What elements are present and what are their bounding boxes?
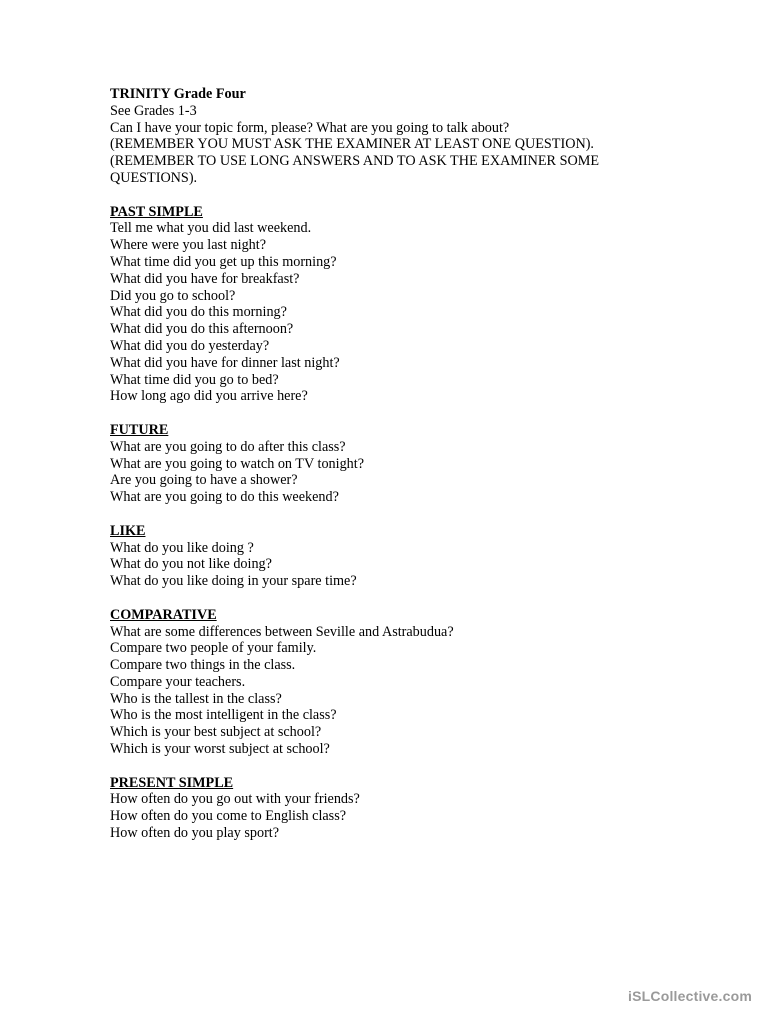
section-like	[110, 523, 670, 590]
question-item: What are some differences between Seville and Astrabudua?	[110, 623, 454, 640]
section-heading: PAST SIMPLE	[110, 203, 203, 220]
section-future	[110, 422, 670, 506]
question-item: What do you like doing ?	[110, 539, 254, 556]
question-item: Who is the most intelligent in the class?	[110, 707, 337, 724]
question-item: What did you have for dinner last night?	[110, 354, 340, 371]
question-item: What did you do yesterday?	[110, 337, 270, 354]
question-item: Which is your best subject at school?	[110, 724, 322, 741]
question-item: How often do you come to English class?	[110, 808, 347, 825]
question-item: What do you not like doing?	[110, 556, 272, 573]
question-item: How often do you go out with your friends?	[110, 791, 360, 808]
question-item: Tell me what you did last weekend.	[110, 220, 312, 237]
section-present-simple	[110, 775, 670, 842]
intro-line: See Grades 1-3	[110, 102, 197, 119]
intro-line: QUESTIONS).	[110, 169, 198, 186]
question-item: What do you like doing in your spare time?	[110, 573, 357, 590]
question-item: What time did you get up this morning?	[110, 253, 337, 270]
intro-line: (REMEMBER TO USE LONG ANSWERS AND TO ASK THE EXAMINER SOME	[110, 153, 599, 170]
section-heading: PRESENT SIMPLE	[110, 774, 234, 791]
question-item: How long ago did you arrive here?	[110, 388, 308, 405]
question-item: What are you going to watch on TV tonight?	[110, 455, 365, 472]
question-item: Who is the tallest in the class?	[110, 690, 282, 707]
section-heading: LIKE	[110, 522, 146, 539]
watermark: iSLCollective.com	[628, 988, 752, 1004]
section-past-simple	[110, 204, 670, 406]
question-item: Compare two things in the class.	[110, 657, 296, 674]
document-body	[110, 86, 670, 842]
question-item: What are you going to do this weekend?	[110, 489, 339, 506]
section-comparative	[110, 607, 670, 758]
question-item: What time did you go to bed?	[110, 371, 279, 388]
question-item: What are you going to do after this class?	[110, 438, 346, 455]
section-heading: FUTURE	[110, 421, 169, 438]
section-heading: COMPARATIVE	[110, 606, 217, 623]
question-item: Compare two people of your family.	[110, 640, 317, 657]
question-item: Where were you last night?	[110, 237, 267, 254]
question-item: How often do you play sport?	[110, 825, 280, 842]
question-item: Compare your teachers.	[110, 673, 246, 690]
question-item: Did you go to school?	[110, 287, 236, 304]
question-item: What did you do this afternoon?	[110, 321, 294, 338]
intro-line: (REMEMBER YOU MUST ASK THE EXAMINER AT LEAST ONE QUESTION).	[110, 136, 594, 153]
question-item: Which is your worst subject at school?	[110, 741, 330, 758]
question-item: Are you going to have a shower?	[110, 472, 298, 489]
intro-line: Can I have your topic form, please? What are you going to talk about?	[110, 119, 510, 136]
question-item: What did you do this morning?	[110, 304, 287, 321]
document-title: TRINITY Grade Four	[110, 86, 246, 102]
question-item: What did you have for breakfast?	[110, 270, 300, 287]
